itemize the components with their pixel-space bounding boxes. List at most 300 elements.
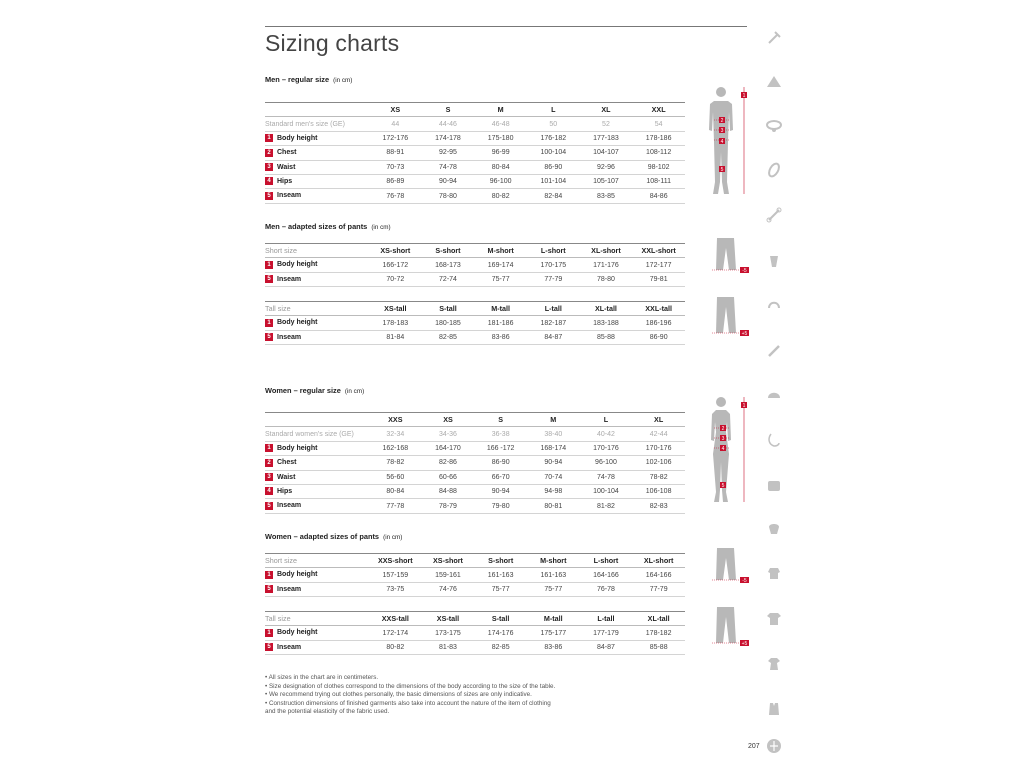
- figure-mark-label: -5: [742, 268, 747, 274]
- table-cell: 46-48: [491, 120, 510, 128]
- table-cell: 77-79: [544, 275, 563, 283]
- header-cell: XXL-short: [641, 246, 676, 256]
- row-name: Body height: [277, 319, 318, 327]
- table-cell: 78-82: [649, 473, 668, 481]
- table-row: [265, 330, 685, 344]
- table-cell: 82-85: [491, 643, 510, 651]
- table-cell: 166-172: [382, 261, 409, 269]
- measure-number-badge: 4: [265, 487, 273, 495]
- table-cell: 90-94: [439, 178, 457, 186]
- table-cell: 50: [549, 120, 558, 128]
- figure-mark-label: 3: [720, 128, 724, 134]
- table-cell: 170-176: [645, 444, 672, 452]
- backpack-icon: [766, 477, 782, 493]
- globe-icon: [766, 738, 782, 754]
- women-short-table: [265, 553, 685, 597]
- table-cell: 76-78: [597, 585, 615, 593]
- belay-device-icon: [766, 253, 782, 269]
- table-cell: 78-80: [597, 275, 615, 283]
- row-name: Inseam: [277, 585, 302, 593]
- table-cell: 86-90: [544, 163, 563, 171]
- table-row: [265, 160, 685, 174]
- table-cell: 54: [654, 120, 663, 128]
- table-cell: 90-94: [491, 488, 510, 496]
- header-cell: S: [445, 105, 451, 115]
- table-cell: 42-44: [649, 430, 668, 438]
- table-row: [265, 131, 685, 145]
- row-label: [265, 146, 369, 160]
- table-cell: 176-182: [540, 134, 567, 142]
- table-cell: 84-87: [597, 643, 615, 651]
- men-tall-pants-figure: [710, 295, 754, 339]
- measure-number-badge: 5: [265, 192, 273, 200]
- harness-icon: [766, 118, 782, 134]
- header-cell: S: [498, 415, 504, 425]
- table-cell: 86-90: [649, 333, 668, 341]
- table-cell: 60-66: [439, 473, 457, 481]
- tshirt-icon: [766, 611, 782, 627]
- row-label: [265, 568, 369, 582]
- section-title-women-regular: [265, 386, 364, 395]
- footnote-item: • Size designation of clothes correspond to the dimensions of the body according to the size of the table.: [265, 682, 556, 690]
- table-cell: 177-183: [593, 134, 619, 142]
- standard-size-row: [265, 117, 685, 131]
- table-row: [265, 568, 685, 582]
- table-cell: 80-82: [386, 643, 405, 651]
- header-cell: L: [551, 105, 556, 115]
- table-cell: 75-77: [491, 275, 510, 283]
- header-cell: XL-short: [643, 556, 674, 566]
- row-label: [265, 258, 369, 272]
- section-title-men-adapted: [265, 222, 391, 231]
- figure-mark-label: 4: [721, 446, 725, 452]
- header-cell: S-tall: [439, 304, 457, 314]
- table-cell: 164-170: [435, 444, 461, 452]
- quickdraw-icon: [766, 207, 782, 223]
- row-label: [265, 470, 369, 484]
- top-rule: [265, 26, 747, 27]
- men-short-table: [265, 243, 685, 287]
- table-cell: 82-84: [544, 192, 563, 200]
- table-cell: 161-163: [540, 571, 567, 579]
- table-cell: 84-87: [544, 333, 563, 341]
- table-row: [265, 499, 685, 513]
- table-cell: 178-183: [382, 319, 409, 327]
- table-row: [265, 316, 685, 330]
- women-tall-pants-figure: [710, 605, 754, 649]
- table-cell: 84-88: [439, 488, 457, 496]
- table-cell: 170-176: [593, 444, 619, 452]
- header-cell: XS-tall: [384, 304, 407, 314]
- table-row: [265, 484, 685, 498]
- table-cell: 92-96: [597, 163, 615, 171]
- table-row: [265, 258, 685, 272]
- helmet-icon: [766, 387, 782, 403]
- table-header-row: [265, 244, 685, 258]
- header-cell: XL-tall: [647, 614, 670, 624]
- measure-number-badge: 5: [265, 333, 273, 341]
- header-cell: XXS-tall: [381, 614, 409, 624]
- table-cell: 78-82: [386, 459, 405, 467]
- table-cell: 183-188: [593, 319, 619, 327]
- row-name: Chest: [277, 459, 297, 467]
- header-cell: L-short: [540, 246, 566, 256]
- header-cell: XXS: [388, 415, 403, 425]
- ice-axe-icon: [766, 30, 782, 46]
- measure-number-badge: 2: [265, 149, 273, 157]
- table-cell: 78-79: [439, 502, 457, 510]
- table-cell: 182-187: [540, 319, 567, 327]
- table-cell: 181-186: [487, 319, 514, 327]
- table-cell: 84-86: [649, 192, 668, 200]
- table-cell: 168-174: [540, 444, 567, 452]
- table-cell: 164-166: [593, 571, 619, 579]
- table-cell: 175-177: [540, 629, 567, 637]
- table-cell: 101-104: [540, 178, 567, 186]
- header-cell: XL: [601, 105, 611, 115]
- measure-number-badge: 3: [265, 473, 273, 481]
- row-label: [265, 456, 369, 470]
- table-header-row: [265, 302, 685, 316]
- table-cell: 77-79: [649, 585, 668, 593]
- header-cell: Tall size: [265, 304, 291, 314]
- row-name: Inseam: [277, 275, 302, 283]
- table-cell: 173-175: [435, 629, 461, 637]
- women-body-figure: [700, 392, 752, 508]
- row-label: [265, 441, 369, 455]
- table-row: [265, 456, 685, 470]
- table-row: [265, 470, 685, 484]
- header-cell: L-tall: [544, 304, 562, 314]
- table-cell: 52: [602, 120, 610, 128]
- footnote-item: • All sizes in the chart are in centimeters.: [265, 674, 379, 681]
- table-cell: 74-78: [439, 163, 457, 171]
- row-label: [265, 582, 369, 596]
- table-row: [265, 441, 685, 455]
- table-cell: 36-38: [491, 430, 510, 438]
- table-cell: 168-173: [435, 261, 461, 269]
- table-cell: 96-100: [489, 178, 512, 186]
- table-cell: 171-176: [593, 261, 619, 269]
- table-cell: 79-81: [649, 275, 668, 283]
- table-cell: 96-99: [491, 149, 510, 157]
- row-label: [265, 640, 369, 654]
- table-cell: 82-85: [439, 333, 457, 341]
- figure-mark-label: 2: [721, 426, 725, 432]
- table-cell: 94-98: [544, 488, 563, 496]
- figure-mark-label: 3: [721, 436, 725, 442]
- row-name: Body height: [277, 134, 318, 142]
- header-cell: XL: [654, 415, 664, 425]
- table-cell: 75-77: [491, 585, 510, 593]
- table-cell: 83-86: [544, 643, 563, 651]
- header-cell: M-tall: [543, 614, 563, 624]
- header-cell: XXL: [651, 105, 666, 115]
- table-cell: 83-86: [491, 333, 510, 341]
- measure-number-badge: 5: [265, 585, 273, 593]
- table-row: [265, 582, 685, 596]
- table-header-row: [265, 413, 685, 427]
- row-name: Hips: [277, 487, 293, 495]
- crampon-icon: [766, 432, 782, 448]
- header-cell: L-tall: [597, 614, 615, 624]
- header-cell: M: [550, 415, 557, 425]
- row-name: Body height: [277, 261, 318, 269]
- footnote-item: • Construction dimensions of finished garments also take into account the nature of the item of clothing: [265, 699, 551, 707]
- figure-mark-label: 2: [720, 118, 724, 124]
- table-cell: 82-86: [439, 459, 457, 467]
- unit-label: (in cm): [333, 77, 353, 84]
- table-cell: 86-90: [491, 459, 510, 467]
- row-name: Chest: [277, 149, 297, 157]
- table-cell: 106-108: [645, 488, 672, 496]
- table-header-row: [265, 103, 685, 117]
- unit-label: (in cm): [344, 388, 365, 395]
- table-cell: 44-46: [439, 120, 457, 128]
- table-cell: 80-81: [544, 502, 563, 510]
- table-cell: 85-88: [649, 643, 668, 651]
- page-title: Sizing charts: [265, 30, 400, 56]
- table-cell: 76-78: [386, 192, 405, 200]
- table-cell: 172-176: [382, 134, 409, 142]
- men-short-pants-figure: [710, 236, 754, 276]
- rope-clamp-icon: [766, 297, 782, 313]
- section-title-text: Women – adapted sizes of pants: [265, 532, 380, 541]
- table-cell: 162-168: [382, 444, 409, 452]
- measure-number-badge: 5: [265, 275, 273, 283]
- header-cell: XXS-short: [377, 556, 413, 566]
- row-label: Standard men's size (GE): [265, 120, 345, 128]
- table-cell: 169-174: [487, 261, 514, 269]
- header-cell: Short size: [265, 556, 297, 566]
- header-cell: M-short: [540, 556, 567, 566]
- table-row: [265, 272, 685, 286]
- row-name: Waist: [277, 473, 296, 481]
- table-cell: 73-75: [386, 585, 405, 593]
- table-cell: 56-60: [386, 473, 405, 481]
- table-cell: 34-36: [439, 430, 457, 438]
- header-cell: L: [603, 415, 609, 425]
- row-name: Inseam: [277, 333, 302, 341]
- section-title-women-adapted: [265, 532, 402, 541]
- table-cell: 79-80: [491, 502, 510, 510]
- table-cell: 108-111: [646, 178, 671, 186]
- header-cell: XL-tall: [594, 304, 617, 314]
- header-cell: M: [497, 105, 504, 115]
- header-cell: XS-short: [380, 246, 411, 256]
- row-name: Inseam: [277, 192, 302, 200]
- header-cell: S-short: [488, 556, 514, 566]
- table-cell: 80-84: [491, 163, 510, 171]
- measure-number-badge: 1: [265, 571, 273, 579]
- vest-icon: [766, 701, 782, 717]
- row-name: Body height: [277, 571, 318, 579]
- row-label: [265, 160, 369, 174]
- table-cell: 81-82: [597, 502, 615, 510]
- men-tall-table: [265, 301, 685, 345]
- carabiner-icon: [766, 162, 782, 178]
- row-name: Waist: [277, 163, 296, 171]
- table-cell: 177-179: [593, 629, 619, 637]
- table-cell: 85-88: [597, 333, 615, 341]
- row-label: [265, 499, 369, 513]
- header-cell: [265, 103, 369, 117]
- header-cell: S-tall: [491, 614, 510, 624]
- row-name: Hips: [277, 177, 293, 185]
- table-cell: 186-196: [645, 319, 672, 327]
- table-cell: 100-104: [540, 149, 567, 157]
- page-number: 207: [748, 743, 760, 750]
- figure-mark-label: +5: [741, 641, 748, 647]
- women-regular-table: [265, 412, 685, 514]
- table-cell: 172-174: [382, 629, 409, 637]
- figure-mark-label: 5: [721, 483, 725, 489]
- table-cell: 44: [391, 120, 400, 128]
- table-cell: 70-72: [386, 275, 405, 283]
- table-cell: 78-80: [439, 192, 457, 200]
- table-cell: 96-100: [595, 459, 617, 467]
- row-label: [265, 189, 369, 203]
- measure-number-badge: 1: [265, 319, 273, 327]
- row-label: [265, 484, 369, 498]
- measure-number-badge: 5: [265, 502, 273, 510]
- section-title-text: Women – regular size: [265, 386, 341, 395]
- ice-screw-icon: [766, 343, 782, 359]
- row-label: Standard women's size (GE): [265, 430, 354, 438]
- header-cell: XS: [443, 415, 453, 425]
- table-cell: 75-77: [544, 585, 563, 593]
- row-label: [265, 330, 369, 344]
- table-cell: 66-70: [491, 473, 510, 481]
- header-cell: Short size: [265, 246, 297, 256]
- table-cell: 172-177: [645, 261, 672, 269]
- row-name: Inseam: [277, 502, 302, 510]
- table-cell: 81-83: [439, 643, 457, 651]
- tent-icon: [766, 73, 782, 89]
- footnote-item: and the potential elasticity of the fabric used.: [265, 708, 390, 716]
- measure-number-badge: 1: [265, 134, 273, 142]
- header-cell: M-tall: [491, 304, 511, 314]
- table-cell: 178-186: [645, 134, 672, 142]
- table-cell: 174-176: [487, 629, 514, 637]
- table-cell: 70-74: [544, 473, 563, 481]
- row-name: Body height: [277, 444, 318, 452]
- measure-number-badge: 1: [265, 261, 273, 269]
- row-label: [265, 174, 369, 188]
- figure-mark-label: +5: [741, 331, 748, 337]
- measure-number-badge: 3: [265, 163, 273, 171]
- header-cell: XXL-tall: [645, 304, 673, 314]
- table-row: [265, 146, 685, 160]
- figure-mark-label: 1: [742, 93, 746, 99]
- footnotes: [265, 674, 555, 717]
- footnote-item: • We recommend trying out clothes personally, the basic dimensions of sizes are only indicative.: [265, 691, 532, 699]
- header-cell: S-short: [435, 246, 461, 256]
- table-cell: 157-159: [382, 571, 409, 579]
- men-regular-table: [265, 102, 685, 204]
- section-title-men-regular: [265, 75, 352, 84]
- table-cell: 90-94: [544, 459, 563, 467]
- women-tall-table: [265, 611, 685, 655]
- table-cell: 80-82: [491, 192, 510, 200]
- womens-tshirt-icon: [766, 656, 782, 672]
- glove-icon: [766, 521, 782, 537]
- header-cell: M-short: [487, 246, 514, 256]
- measure-number-badge: 5: [265, 643, 273, 651]
- table-header-row: [265, 554, 685, 568]
- row-name: Inseam: [277, 643, 302, 651]
- table-cell: 74-76: [439, 585, 457, 593]
- row-label: [265, 272, 369, 286]
- table-cell: 86-89: [386, 178, 405, 186]
- measure-number-badge: 1: [265, 629, 273, 637]
- table-cell: 40-42: [597, 430, 615, 438]
- figure-mark-label: 5: [720, 167, 724, 173]
- table-cell: 108-112: [646, 149, 672, 157]
- table-row: [265, 626, 685, 640]
- table-cell: 70-73: [386, 163, 405, 171]
- table-cell: 104-107: [593, 149, 619, 157]
- table-cell: 100-104: [593, 488, 619, 496]
- table-cell: 180-185: [435, 319, 461, 327]
- row-label: [265, 626, 369, 640]
- figure-mark-label: 1: [742, 403, 746, 409]
- table-cell: 105-107: [593, 178, 619, 186]
- header-cell: XL-short: [591, 246, 621, 256]
- table-cell: 98-102: [647, 163, 670, 171]
- table-row: [265, 174, 685, 188]
- header-cell: XS-short: [433, 556, 463, 566]
- measure-number-badge: 4: [265, 177, 273, 185]
- table-header-row: [265, 612, 685, 626]
- figure-mark-label: -5: [742, 578, 747, 584]
- unit-label: (in cm): [371, 224, 391, 231]
- table-cell: 81-84: [386, 333, 405, 341]
- header-cell: L-short: [593, 556, 619, 566]
- row-label: [265, 131, 369, 145]
- section-title-text: Men – regular size: [265, 75, 330, 84]
- section-title-text: Men – adapted sizes of pants: [265, 222, 368, 231]
- unit-label: (in cm): [383, 534, 403, 541]
- women-short-pants-figure: [710, 546, 754, 586]
- table-cell: 83-85: [597, 192, 615, 200]
- header-cell: Tall size: [265, 614, 291, 624]
- table-cell: 72-74: [439, 275, 457, 283]
- table-cell: 38-40: [544, 430, 563, 438]
- table-cell: 74-78: [597, 473, 615, 481]
- jacket-icon: [766, 565, 782, 581]
- table-row: [265, 640, 685, 654]
- row-label: [265, 316, 369, 330]
- header-cell: XS: [390, 105, 401, 115]
- table-cell: 164-166: [645, 571, 672, 579]
- measure-number-badge: 1: [265, 444, 273, 452]
- table-cell: 32-34: [386, 430, 405, 438]
- table-cell: 159-161: [435, 571, 461, 579]
- row-name: Body height: [277, 629, 318, 637]
- table-cell: 80-84: [386, 488, 405, 496]
- men-body-figure: [700, 82, 752, 202]
- table-cell: 77-78: [386, 502, 405, 510]
- table-cell: 92-95: [439, 149, 457, 157]
- table-cell: 88-91: [386, 149, 405, 157]
- header-cell: [265, 413, 369, 427]
- figure-mark-label: 4: [720, 139, 724, 145]
- table-cell: 175-180: [487, 134, 514, 142]
- table-row: [265, 189, 685, 203]
- table-cell: 82-83: [649, 502, 668, 510]
- measure-number-badge: 2: [265, 459, 273, 467]
